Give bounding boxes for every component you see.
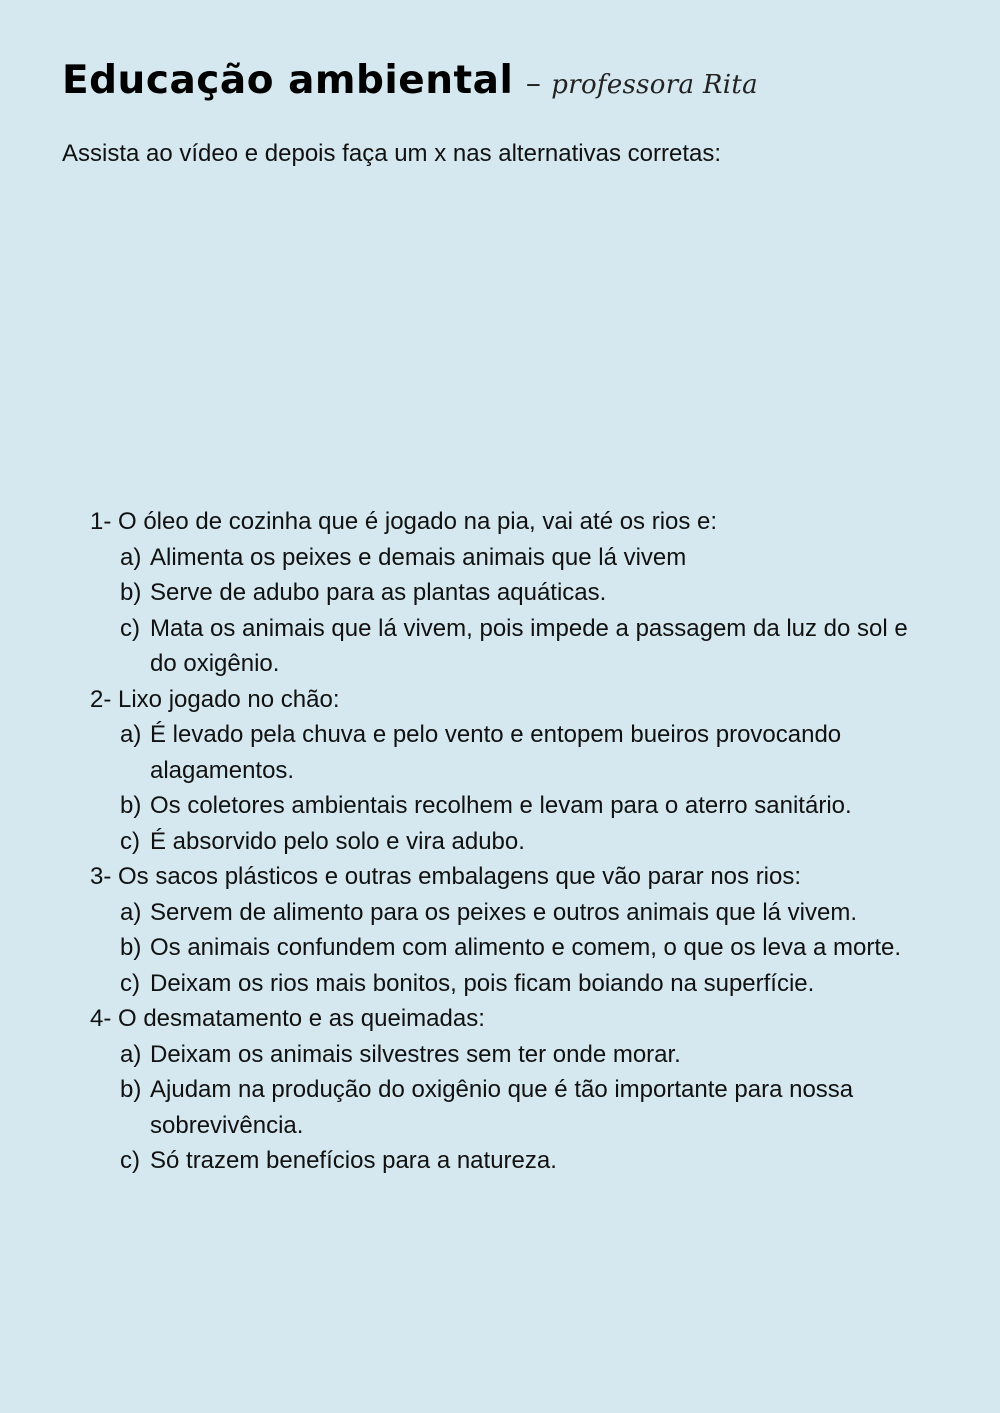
option-1a[interactable] — [120, 540, 950, 576]
question-header — [90, 859, 950, 895]
option-4b[interactable] — [120, 1072, 950, 1143]
option-letter: c) — [120, 827, 140, 855]
option-letter: b) — [120, 579, 142, 606]
question-list — [90, 504, 950, 1179]
option-1b[interactable] — [120, 575, 950, 611]
question-3 — [90, 859, 950, 1001]
option-text: É absorvido pelo solo e vira adubo. — [150, 827, 525, 855]
option-3b[interactable] — [120, 930, 950, 966]
option-text: Só trazem benefícios para a natureza. — [150, 1147, 557, 1174]
question-text: O óleo de cozinha que é jogado na pia, vai até os rios e: — [118, 508, 718, 535]
question-number: 2- — [90, 685, 112, 713]
option-text: Servem de alimento para os peixes e outros animais que lá vivem. — [150, 898, 858, 926]
option-letter: a) — [120, 721, 142, 748]
option-list — [120, 895, 950, 1002]
video-placeholder — [62, 195, 938, 485]
question-number: 4- — [90, 1005, 112, 1032]
option-text: Ajudam na produção do oxigênio que é tão importante para nossa sobrevivência. — [150, 1076, 854, 1139]
option-letter: a) — [120, 898, 142, 926]
instruction-text: Assista ao vídeo e depois faça um x nas alternativas corretas: — [62, 140, 722, 167]
option-list — [120, 540, 950, 682]
option-3a[interactable] — [120, 895, 950, 931]
question-number: 3- — [90, 863, 112, 890]
option-letter: b) — [120, 792, 142, 819]
option-letter: c) — [120, 1147, 140, 1174]
option-letter: a) — [120, 1040, 142, 1068]
option-list — [120, 717, 950, 859]
question-2 — [90, 682, 950, 860]
option-text: É levado pela chuva e pelo vento e entopem bueiros provocando alagamentos. — [150, 721, 842, 784]
option-text: Alimenta os peixes e demais animais que lá vivem — [150, 543, 687, 571]
option-text: Deixam os animais silvestres sem ter onde morar. — [150, 1040, 681, 1068]
option-2a[interactable] — [120, 717, 950, 788]
option-4a[interactable] — [120, 1037, 950, 1073]
question-1 — [90, 504, 950, 682]
option-text: Serve de adubo para as plantas aquáticas. — [150, 579, 607, 606]
option-1c[interactable] — [120, 611, 950, 682]
option-letter: a) — [120, 543, 142, 571]
option-letter: c) — [120, 969, 140, 997]
option-text: Deixam os rios mais bonitos, pois ficam boiando na superfície. — [150, 969, 815, 997]
option-3c[interactable] — [120, 966, 950, 1002]
option-list — [120, 1037, 950, 1179]
question-header — [90, 1001, 950, 1037]
question-text: Os sacos plásticos e outras embalagens que vão parar nos rios: — [118, 863, 802, 890]
page-title — [62, 58, 758, 103]
option-letter: b) — [120, 1076, 142, 1103]
option-letter: c) — [120, 614, 140, 642]
question-header — [90, 682, 950, 718]
title-separator: – — [525, 66, 541, 101]
option-2c[interactable] — [120, 824, 950, 860]
title-author: professora Rita — [551, 70, 758, 100]
question-header — [90, 504, 950, 540]
question-text: O desmatamento e as queimadas: — [118, 1005, 485, 1032]
option-letter: b) — [120, 934, 142, 961]
option-4c[interactable] — [120, 1143, 950, 1179]
question-number: 1- — [90, 508, 112, 535]
question-4 — [90, 1001, 950, 1179]
option-2b[interactable] — [120, 788, 950, 824]
title-main: Educação ambiental — [62, 58, 514, 103]
question-text: Lixo jogado no chão: — [118, 685, 340, 713]
option-text: Mata os animais que lá vivem, pois impede a passagem da luz do sol e do oxigênio. — [150, 614, 908, 677]
option-text: Os animais confundem com alimento e comem, o que os leva a morte. — [150, 934, 902, 961]
option-text: Os coletores ambientais recolhem e levam para o aterro sanitário. — [150, 792, 852, 819]
